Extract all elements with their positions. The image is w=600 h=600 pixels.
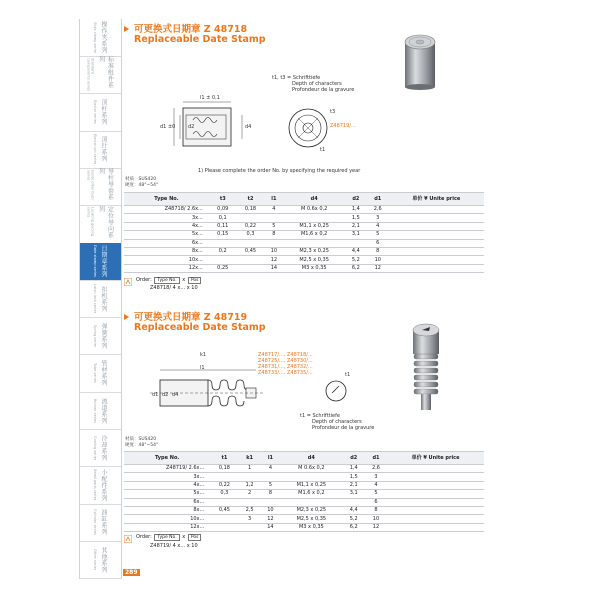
date-stamp-photo-2	[404, 318, 450, 418]
sidebar-item-label: 顶针系列	[100, 136, 107, 163]
table-cell: 2,5	[238, 506, 260, 514]
order-label: Order:	[136, 277, 152, 283]
sidebar-item-sublabel: Locating guiding series	[86, 207, 95, 237]
table-cell: 4	[365, 481, 387, 489]
table-cell: 12	[264, 256, 283, 264]
table-row	[124, 239, 484, 247]
sidebar-item[interactable]	[80, 467, 121, 505]
legend-line: Profondeur de la gravure	[292, 87, 355, 93]
table-cell: 14	[264, 264, 283, 272]
spec-table-2	[124, 451, 484, 532]
order-example-x: x	[186, 285, 190, 291]
table-cell: 1,2	[238, 481, 260, 489]
table-row	[124, 231, 484, 239]
table-row	[124, 506, 484, 514]
table-cell	[237, 264, 265, 272]
table-cell: 6,2	[343, 523, 365, 531]
sidebar-item[interactable]	[80, 429, 121, 467]
section-arrow-icon	[124, 26, 129, 32]
column-header: d2	[343, 452, 365, 465]
legend-line: t1, t3 = Schrifttiefe	[272, 75, 321, 81]
legend-line: Depth of characters	[312, 419, 362, 425]
sidebar-item-label: 扣机系列	[100, 285, 107, 312]
table-row	[124, 256, 484, 264]
table-cell	[210, 523, 238, 531]
column-header: Type No.	[124, 452, 210, 465]
table-cell: 10	[264, 247, 283, 255]
sidebar-item-sublabel: Slide clamp series	[93, 21, 97, 54]
sidebar-item-sublabel: Guide pillar bush series	[86, 169, 95, 200]
section2-title-en: Replaceable Date Stamp	[134, 322, 266, 333]
table-cell: 8	[264, 231, 283, 239]
table-cell: M1,1 x 0,25	[283, 222, 345, 230]
category-sidebar	[79, 19, 122, 579]
table-cell: M2,3 x 0,25	[280, 506, 343, 514]
order-pos-box: Pos	[188, 534, 202, 541]
ref-list	[258, 352, 313, 376]
table-cell	[387, 498, 484, 506]
table-cell: 5	[365, 490, 387, 498]
order-x: x	[182, 534, 186, 540]
table-cell: 2,1	[345, 222, 367, 230]
table-cell	[210, 473, 238, 481]
table-cell: 0,45	[237, 247, 265, 255]
table-cell: 5,2	[343, 515, 365, 523]
order-example-x: x	[186, 543, 190, 549]
ref-line: Z48717/..., Z48718/...	[258, 352, 313, 358]
table-cell: 12	[365, 523, 387, 531]
column-header: t2	[237, 193, 265, 206]
section2-legend	[300, 413, 374, 431]
table-cell: 5	[367, 231, 389, 239]
table-row	[124, 206, 484, 214]
table-cell: 6	[365, 498, 387, 506]
table-cell: 3x...	[124, 473, 210, 481]
table-cell	[237, 256, 265, 264]
table-cell	[387, 515, 484, 523]
sidebar-item[interactable]	[80, 206, 121, 244]
table-cell: Z48718/ 2.6x...	[124, 206, 209, 214]
column-header: d4	[283, 193, 345, 206]
table-cell	[389, 239, 484, 247]
table-cell	[389, 214, 484, 222]
table-cell: 1,5	[345, 214, 367, 222]
order-x: x	[182, 277, 186, 283]
table-cell: M3 x 0,35	[280, 523, 343, 531]
table-cell: 4	[261, 465, 280, 473]
sidebar-item[interactable]	[80, 280, 121, 318]
table-cell: 8x...	[124, 506, 210, 514]
table-row	[124, 498, 484, 506]
table-cell	[389, 247, 484, 255]
page-number: 289	[125, 569, 138, 576]
table-cell	[280, 498, 343, 506]
sidebar-item-sublabel: Tube series	[93, 363, 97, 384]
table-cell: 6x...	[124, 498, 210, 506]
table-cell	[343, 498, 365, 506]
sidebar-item[interactable]	[80, 131, 121, 169]
order-example: Z48719/ 4 x...	[150, 543, 186, 549]
table-cell	[387, 473, 484, 481]
table-cell: 0,15	[209, 231, 237, 239]
order-example-pos: 10	[191, 285, 198, 291]
table-cell: 5,2	[345, 256, 367, 264]
table-row	[124, 247, 484, 255]
column-header: d1	[365, 452, 387, 465]
table-cell: 4x...	[124, 481, 210, 489]
table-cell: 4	[264, 206, 283, 214]
dim2-d1: d1	[152, 392, 159, 398]
table-cell: M2,3 x 0,25	[283, 247, 345, 255]
legend-line: Depth of characters	[292, 81, 342, 87]
table-cell	[283, 239, 345, 247]
table-cell	[389, 206, 484, 214]
table-cell	[387, 506, 484, 514]
sidebar-item-sublabel: Cylinder series	[93, 509, 97, 536]
table-cell: 8	[261, 490, 280, 498]
table-cell	[283, 214, 345, 222]
section2-title-cn: 可更换式日期章 Z 48719	[134, 312, 248, 323]
section1-legend	[272, 75, 354, 93]
table-cell: 8	[367, 247, 389, 255]
table-cell	[389, 231, 484, 239]
sidebar-item[interactable]	[80, 19, 121, 57]
ref-label: Z48719/...	[330, 123, 356, 129]
table-cell	[237, 214, 265, 222]
table-cell: 2,1	[343, 481, 365, 489]
dim-d1: d1 ±0	[160, 124, 176, 130]
table-cell: 0,45	[210, 506, 238, 514]
table-cell: 0,22	[210, 481, 238, 489]
sidebar-item-sublabel: Spring series	[93, 324, 97, 348]
table-cell: 0,1	[209, 214, 237, 222]
dim-t1: t1	[320, 147, 326, 153]
table-cell: M1,6 x 0,2	[280, 490, 343, 498]
column-header: k1	[238, 452, 260, 465]
table-cell: 6,2	[345, 264, 367, 272]
sidebar-item-sublabel: Cooling series	[93, 435, 97, 461]
dim2-t1: t1	[345, 372, 351, 378]
dim2-d2: d2	[162, 392, 169, 398]
table-cell: 1,4	[345, 206, 367, 214]
order-icon	[124, 278, 132, 286]
order-line-2	[136, 534, 202, 541]
sidebar-item-label: 操作夹系列	[100, 21, 107, 54]
table-cell: 10	[365, 515, 387, 523]
table-cell: 5x...	[124, 231, 209, 239]
column-header: t1	[210, 452, 238, 465]
sidebar-item-label: 导柱导套系列	[97, 168, 114, 201]
table-cell: 2	[238, 490, 260, 498]
footnote: 1) Please complete the order No. by specifying the required year	[198, 168, 361, 174]
sidebar-item[interactable]	[80, 355, 121, 393]
column-header: d4	[280, 452, 343, 465]
table-cell: 3	[365, 473, 387, 481]
section1-title-en: Replaceable Date Stamp	[134, 34, 266, 45]
dim-d4: d4	[245, 124, 252, 130]
table-cell	[238, 473, 260, 481]
table-cell: 4	[367, 222, 389, 230]
table-cell: 0,18	[237, 206, 265, 214]
table-cell: 6x...	[124, 239, 209, 247]
ref-line: Z48731/..., Z48732/...	[258, 364, 313, 370]
table-cell	[210, 515, 238, 523]
table-row	[124, 222, 484, 230]
sidebar-item-label: 其他系列	[100, 546, 107, 573]
table-cell: 4,4	[345, 247, 367, 255]
sidebar-item[interactable]	[80, 392, 121, 430]
table-cell: M1,1 x 0,25	[280, 481, 343, 489]
table-cell: 0,22	[237, 222, 265, 230]
column-header: l1	[264, 193, 283, 206]
table-cell: 5x...	[124, 490, 210, 498]
table-cell	[264, 214, 283, 222]
table-cell: M 0.6x 0,2	[280, 465, 343, 473]
sidebar-item-sublabel: Latch lock series	[93, 283, 97, 314]
order-example-1	[150, 285, 198, 291]
table-cell: 3	[238, 515, 260, 523]
table-cell: 0,18	[210, 465, 238, 473]
date-stamp-photo-1	[395, 30, 450, 92]
section-arrow-icon	[124, 314, 129, 320]
table-cell	[264, 239, 283, 247]
table-cell	[238, 498, 260, 506]
hardness: 硬度：48°~54°	[125, 443, 159, 448]
column-header: d1	[367, 193, 389, 206]
table-row	[124, 465, 484, 473]
sidebar-item[interactable]	[80, 317, 121, 355]
column-header: d2	[345, 193, 367, 206]
table-cell: 12x...	[124, 523, 210, 531]
ref-line: Z48725/..., Z48730/...	[258, 358, 313, 364]
table-cell: 10	[261, 506, 280, 514]
sidebar-item[interactable]	[80, 243, 121, 281]
table-cell	[389, 264, 484, 272]
table-cell: M 0.6x 0,2	[283, 206, 345, 214]
table-cell: M2,5 x 0,35	[283, 256, 345, 264]
order-label: Order:	[136, 534, 152, 540]
order-pos-box: Pos	[188, 277, 202, 284]
table-cell	[238, 523, 260, 531]
table-cell: 12	[367, 264, 389, 272]
spec-table-1	[124, 192, 484, 273]
sidebar-item-label: 定位导向系列	[97, 205, 114, 238]
sidebar-item-sublabel: Date stamp series	[93, 245, 97, 278]
table-cell	[387, 465, 484, 473]
dim2-d4: d4	[172, 392, 179, 398]
table-cell: 8	[365, 506, 387, 514]
table-cell	[209, 256, 237, 264]
table-cell: 4x...	[124, 222, 209, 230]
table-cell: 5	[264, 222, 283, 230]
table-row	[124, 490, 484, 498]
table-cell: 3	[367, 214, 389, 222]
dim-l1: l1 ± 0,1	[200, 95, 220, 101]
order-type-box: Type No.	[154, 277, 179, 284]
sidebar-item[interactable]	[80, 168, 121, 206]
table-cell: 10	[367, 256, 389, 264]
table-row	[124, 264, 484, 272]
sidebar-item-sublabel: Runner series	[93, 398, 97, 423]
table-row	[124, 214, 484, 222]
dim-t3: t3	[330, 109, 336, 115]
legend-line: Profondeur de la gravure	[312, 425, 375, 431]
table-cell: 2,6	[365, 465, 387, 473]
column-header: t3	[209, 193, 237, 206]
order-icon	[124, 535, 132, 543]
table-cell: M2,5 x 0,35	[280, 515, 343, 523]
table-cell: 1	[238, 465, 260, 473]
table-cell: 5	[261, 481, 280, 489]
table-cell: 1,4	[343, 465, 365, 473]
sidebar-item-label: 日期章系列	[100, 245, 107, 278]
table-cell: 10x...	[124, 515, 210, 523]
table-cell	[209, 239, 237, 247]
sidebar-item-label: 冷却系列	[100, 434, 107, 461]
table-cell: 12x...	[124, 264, 209, 272]
sidebar-item[interactable]	[80, 504, 121, 542]
sidebar-item-sublabel: Small parts series	[93, 469, 97, 501]
table-cell: 3,1	[343, 490, 365, 498]
sidebar-item[interactable]	[80, 541, 121, 579]
order-type-box: Type No.	[154, 534, 179, 541]
table-cell	[389, 222, 484, 230]
column-header: l1	[261, 452, 280, 465]
table-cell	[261, 498, 280, 506]
sidebar-item[interactable]	[80, 94, 121, 132]
sidebar-item-sublabel: Other series	[93, 548, 97, 571]
table-cell: M3 x 0,35	[283, 264, 345, 272]
order-example-2	[150, 543, 198, 549]
sidebar-item-sublabel: Ejector pin series	[93, 134, 97, 165]
table-cell	[210, 498, 238, 506]
sidebar-item-label: 管材系列	[100, 360, 107, 387]
dim-d2: d2	[188, 124, 195, 130]
dim2-l1: l1	[200, 365, 205, 371]
sidebar-item[interactable]	[80, 56, 121, 94]
table-cell: 2,6	[367, 206, 389, 214]
sidebar-item-label: 油缸系列	[100, 509, 107, 536]
table-cell	[389, 256, 484, 264]
legend-line: t1 = Schrifttiefe	[300, 413, 340, 419]
table-cell: 3,1	[345, 231, 367, 239]
sidebar-item-label: 顶杆系列	[100, 99, 107, 126]
section1-title-cn: 可更换式日期章 Z 48718	[134, 24, 248, 35]
table-cell: 1,5	[343, 473, 365, 481]
table-cell	[387, 523, 484, 531]
table-cell: 0,2	[209, 247, 237, 255]
sidebar-item-sublabel: Standard components series	[86, 57, 95, 91]
table-cell: Z48719/ 2.6x...	[124, 465, 210, 473]
table-cell: 12	[261, 515, 280, 523]
table-cell: 6	[367, 239, 389, 247]
sidebar-item-label: 弹簧系列	[100, 322, 107, 349]
table-cell	[261, 473, 280, 481]
sidebar-item-label: 流道系列	[100, 397, 107, 424]
material: 材质：SUS420	[125, 177, 157, 182]
sidebar-item-label: 小配件系列	[100, 468, 107, 502]
table-cell	[387, 490, 484, 498]
table-cell: 8x...	[124, 247, 209, 255]
table-cell: 10x...	[124, 256, 209, 264]
column-header: Type No.	[124, 193, 209, 206]
material: 材质：SUS420	[125, 437, 157, 442]
table-cell: M1,6 x 0,2	[283, 231, 345, 239]
hardness: 硬度：48°~54°	[125, 183, 159, 188]
table-cell	[280, 473, 343, 481]
sidebar-item-label: 标准组件系列	[97, 56, 114, 89]
column-header: 单价 ¥ Unite price	[387, 452, 484, 465]
column-header: 单价 ¥ Unite price	[389, 193, 484, 206]
dim2-k1: k1	[200, 352, 207, 358]
table-row	[124, 515, 484, 523]
table-cell: 0,09	[209, 206, 237, 214]
table-cell	[345, 239, 367, 247]
table-row	[124, 523, 484, 531]
order-example-pos: 10	[191, 543, 198, 549]
ref-line: Z48733/..., Z48735/...	[258, 370, 313, 376]
table-cell: 0,11	[209, 222, 237, 230]
table-row	[124, 473, 484, 481]
order-line-1	[136, 277, 202, 284]
table-cell: 14	[261, 523, 280, 531]
table-cell: 0,3	[237, 231, 265, 239]
table-cell: 4,4	[343, 506, 365, 514]
table-cell: 0,25	[209, 264, 237, 272]
table-row	[124, 481, 484, 489]
table-cell: 0,3	[210, 490, 238, 498]
table-cell: 3x...	[124, 214, 209, 222]
table-cell	[387, 481, 484, 489]
order-example: Z48718/ 4 x...	[150, 285, 186, 291]
sidebar-item-sublabel: Ejector series	[93, 100, 97, 124]
table-cell	[237, 239, 265, 247]
